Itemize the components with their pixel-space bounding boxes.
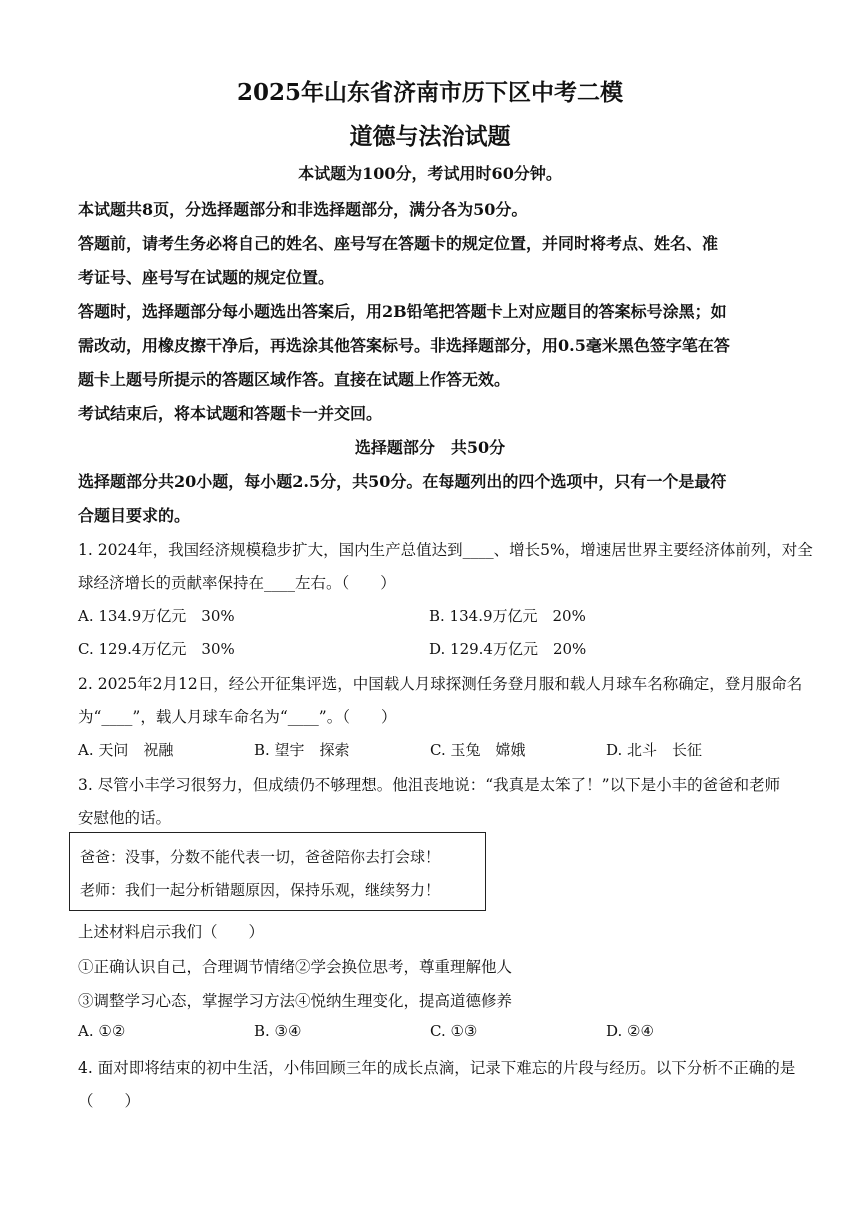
material-box-line: 爸爸：没事，分数不能代表一切，爸爸陪你去打会球！	[80, 848, 441, 866]
question-1-option-d: D. 129.4万亿元 20%	[429, 640, 587, 658]
question-2-option-b: B. 望宇 探索	[254, 741, 350, 759]
question-2-stem: 为“____”，载人月球车命名为“____”。（ ）	[78, 708, 397, 726]
instruction-line: 本试题共8页，分选择题部分和非选择题部分，满分各为50分。	[78, 200, 528, 219]
exam-info: 本试题为100分，考试用时60分钟。	[298, 164, 562, 183]
instruction-line: 需改动，用橡皮擦干净后，再选涂其他答案标号。非选择题部分，用0.5毫米黑色签字笔在答	[78, 336, 730, 355]
material-box	[69, 832, 486, 911]
instruction-line: 考试结束后，将本试题和答题卡一并交回。	[78, 404, 383, 423]
material-box-line: 老师：我们一起分析错题原因，保持乐观，继续努力！	[80, 881, 441, 899]
section-intro: 选择题部分共20小题，每小题2.5分，共50分。在每题列出的四个选项中，只有一个是最符	[78, 472, 727, 491]
section-heading: 选择题部分 共50分	[354, 438, 506, 457]
instruction-line: 题卡上题号所提示的答题区域作答。直接在试题上作答无效。	[78, 370, 511, 389]
question-3-statements: ①正确认识自己，合理调节情绪②学会换位思考，尊重理解他人	[78, 958, 513, 976]
question-1-option-c: C. 129.4万亿元 30%	[78, 640, 235, 658]
question-3-stem: 3. 尽管小丰学习很努力，但成绩仍不够理想。他沮丧地说：“我真是太笨了！”以下是小丰的爸爸和老师	[78, 776, 781, 794]
question-3-option-d: D. ②④	[606, 1022, 654, 1040]
instruction-line: 答题时，选择题部分每小题选出答案后，用2B铅笔把答题卡上对应题目的答案标号涂黑；如	[78, 302, 727, 321]
question-2-option-a: A. 天问 祝融	[78, 741, 174, 759]
question-3-option-c: C. ①③	[430, 1022, 478, 1040]
exam-subtitle: 道德与法治试题	[349, 123, 511, 150]
question-2-option-c: C. 玉兔 嫦娥	[430, 741, 526, 759]
question-3-stem: 安慰他的话。	[78, 809, 172, 827]
instruction-line: 答题前，请考生务必将自己的姓名、座号写在答题卡的规定位置，并同时将考点、姓名、准	[78, 234, 719, 253]
question-1-stem: 1. 2024年，我国经济规模稳步扩大，国内生产总值达到____、增长5%，增速居世界主要经济体前列，对全	[78, 541, 813, 559]
question-4-stem: （ ）	[78, 1092, 141, 1110]
section-intro: 合题目要求的。	[78, 506, 191, 525]
question-3-option-b: B. ③④	[254, 1022, 302, 1040]
instruction-line: 考证号、座号写在试题的规定位置。	[78, 268, 335, 287]
question-3-statements: ③调整学习心态，掌握学习方法④悦纳生理变化，提高道德修养	[78, 992, 513, 1010]
question-4-stem: 4. 面对即将结束的初中生活，小伟回顾三年的成长点滴，记录下难忘的片段与经历。以下分析不正确的是	[78, 1059, 796, 1077]
question-1-option-b: B. 134.9万亿元 20%	[429, 607, 586, 625]
question-3-option-a: A. ①②	[78, 1022, 126, 1040]
question-1-stem: 球经济增长的贡献率保持在____左右。（ ）	[78, 574, 396, 592]
question-2-option-d: D. 北斗 长征	[606, 741, 703, 759]
exam-title: 2025年山东省济南市历下区中考二模	[236, 79, 623, 106]
question-2-stem: 2. 2025年2月12日，经公开征集评选，中国载人月球探测任务登月服和载人月球车名称确定，登月服命名	[78, 675, 803, 693]
question-1-option-a: A. 134.9万亿元 30%	[78, 607, 235, 625]
question-3-prompt: 上述材料启示我们（ ）	[78, 923, 265, 941]
